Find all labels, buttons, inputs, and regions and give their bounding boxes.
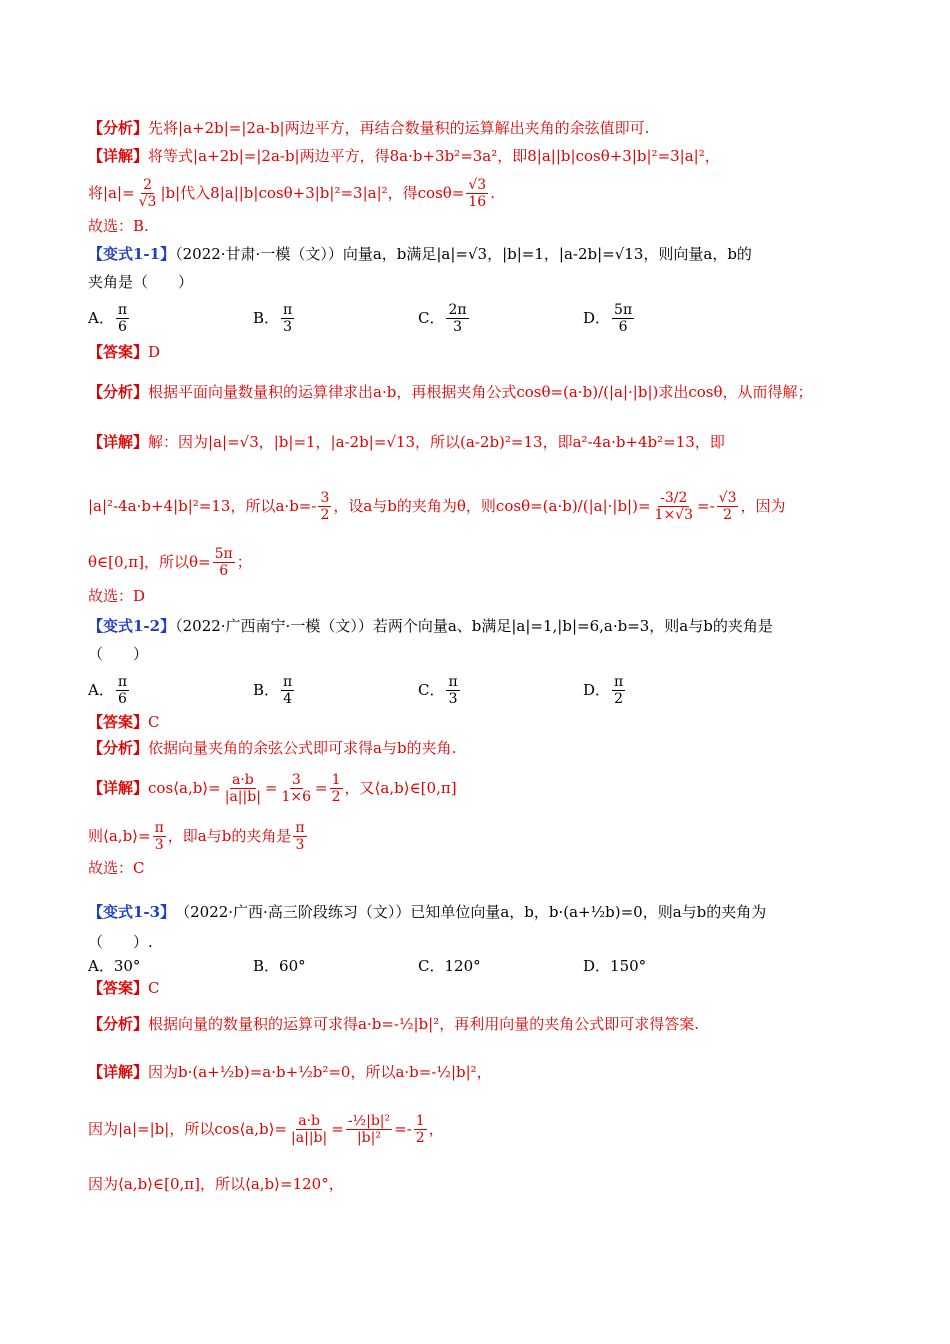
analysis-line (88, 118, 868, 138)
detail-text: . (490, 184, 495, 202)
fraction-denominator: |b|² (356, 1129, 381, 1146)
detail-text: = (315, 779, 328, 797)
detail-text: = (264, 779, 278, 797)
question-stem (88, 244, 868, 264)
fraction-denominator: 3 (295, 836, 305, 853)
detail-line (88, 1062, 868, 1082)
fraction-denominator: 16 (468, 193, 487, 210)
question-text: （2022·甘肃·一模（文））向量a，b满足|a|=√3，|b|=1，|a-2b|=√13，则向量a，b的 (175, 245, 752, 263)
fraction-numerator: 2π (448, 301, 467, 318)
detail-text: 将等式|a+2b|=|2a-b|两边平方，得8a·b+3b²=3a²，即8|a||b|cosθ+3|b|²=3|a|²， (148, 147, 720, 165)
fraction (346, 1113, 392, 1146)
detail-text: |a|²-4a·b+4|b|²=13，所以a·b=- (88, 497, 317, 515)
fraction (653, 490, 695, 523)
fraction-denominator: 6 (219, 562, 229, 579)
fraction-numerator: 5π (614, 301, 633, 318)
option-b[interactable] (253, 298, 418, 338)
fraction-denominator: 1×√3 (654, 506, 694, 523)
detail-text: cos⟨a,b⟩= (148, 779, 221, 797)
fraction-numerator: 3 (320, 489, 330, 506)
analysis-line (88, 382, 868, 402)
option-label: C． (418, 309, 445, 327)
fraction (116, 302, 129, 335)
option-label: B． (253, 309, 280, 327)
fraction (446, 302, 468, 335)
detail-text: 因为⟨a,b⟩∈[0,π]，所以⟨a,b⟩=120°， (88, 1175, 344, 1193)
option-label: C． (418, 681, 445, 699)
fraction-numerator: π (117, 301, 128, 318)
fraction (280, 772, 314, 805)
option-c[interactable] (418, 298, 583, 338)
detail-line (88, 1104, 868, 1154)
fraction-numerator: 1 (415, 1112, 425, 1129)
analysis-text: 先将|a+2b|=|2a-b|两边平方，再结合数量积的运算解出夹角的余弦值即可. (148, 119, 650, 137)
detail-text: 则⟨a,b⟩= (88, 827, 151, 845)
option-label: D． (583, 957, 611, 975)
fraction-numerator: 5π (214, 545, 233, 562)
fraction (446, 674, 459, 707)
fraction (281, 674, 294, 707)
options-row (88, 298, 868, 338)
detail-line (88, 542, 868, 582)
analysis-line (88, 738, 868, 758)
detail-text: ，设a与b的夹角为θ，则cosθ=(a·b)/(|a|·|b|)= (333, 497, 651, 515)
question-text: （2022·广西·高三阶段练习（文））已知单位向量a，b，b·(a+½b)=0，则a与b的夹角为 (175, 903, 767, 921)
detail-tag: 【详解】 (88, 1063, 149, 1081)
fraction-denominator: 3 (154, 836, 164, 853)
fraction (281, 302, 294, 335)
fraction (414, 1113, 427, 1146)
conclusion: 故选：D (88, 587, 146, 605)
fraction-denominator: 6 (117, 690, 127, 707)
option-b[interactable] (253, 670, 418, 710)
analysis-text: 根据向量的数量积的运算可求得a·b=-½|b|²，再利用向量的夹角公式即可求得答案. (148, 1015, 699, 1033)
fraction (330, 772, 343, 805)
question-stem (88, 892, 868, 932)
fraction-denominator: 2 (331, 788, 341, 805)
option-label: A． (88, 309, 114, 327)
fraction (213, 546, 235, 579)
fraction-denominator: 1×6 (281, 788, 312, 805)
question-text: 夹角是（ ） (88, 273, 194, 291)
question-stem (88, 616, 868, 636)
detail-line (88, 816, 868, 856)
detail-line (88, 146, 868, 166)
fraction-numerator: π (283, 301, 293, 318)
fraction (318, 490, 331, 523)
answer-tag: 【答案】 (88, 713, 149, 731)
fraction (293, 820, 306, 853)
answer-line (88, 712, 868, 732)
answer-value: C (148, 979, 160, 997)
detail-text: 将|a|= (88, 184, 135, 202)
detail-text: = (331, 1120, 344, 1138)
fraction (223, 772, 263, 805)
answer-tag: 【答案】 (88, 979, 149, 997)
option-a[interactable] (88, 298, 253, 338)
fraction (137, 177, 159, 210)
conclusion: 故选：B. (88, 217, 149, 235)
fraction-denominator: 6 (618, 318, 628, 335)
detail-line (88, 768, 868, 808)
fraction (153, 820, 166, 853)
option-label: A． (88, 957, 114, 975)
detail-line (88, 176, 868, 210)
question-text: （ ）. (88, 933, 153, 951)
detail-tag: 【详解】 (88, 147, 149, 165)
detail-text: |b|代入8|a||b|cosθ+3|b|²=3|a|²，得cosθ= (160, 184, 465, 202)
fraction-denominator: √3 (138, 193, 157, 210)
option-label: D． (583, 681, 611, 699)
option-d[interactable] (583, 298, 748, 338)
option-a[interactable] (88, 670, 253, 710)
detail-tag: 【详解】 (88, 779, 149, 797)
option-label: A． (88, 681, 114, 699)
question-text: （2022·广西南宁·一模（文））若两个向量a、b满足|a|=1,|b|=6,a·b=3，则a与b的夹角是 (175, 617, 773, 635)
detail-line (88, 432, 868, 452)
option-d[interactable] (583, 670, 748, 710)
detail-text: ，又⟨a,b⟩∈[0,π] (344, 779, 457, 797)
fraction-denominator: 4 (283, 690, 293, 707)
detail-text: ； (236, 553, 252, 571)
fraction-numerator: a·b (298, 1112, 321, 1129)
detail-text: 因为b·(a+½b)=a·b+½b²=0，所以a·b=-½|b|²， (148, 1063, 492, 1081)
fraction-numerator: π (295, 819, 305, 836)
fraction-denominator: 3 (453, 318, 462, 335)
option-b[interactable] (253, 956, 418, 976)
fraction (612, 302, 634, 335)
detail-text: =- (394, 1120, 412, 1138)
detail-text: ， (428, 1120, 444, 1138)
fraction-denominator: |a||b| (224, 788, 261, 805)
detail-text: 解：因为|a|=√3，|b|=1，|a-2b|=√13，所以(a-2b)²=13，即a²-4a·b+4b²=13，即 (148, 433, 725, 451)
option-c[interactable] (418, 956, 583, 976)
fraction-denominator: 3 (448, 690, 458, 707)
fraction-denominator: 3 (283, 318, 293, 335)
detail-line (88, 476, 868, 536)
fraction-numerator: π (154, 819, 164, 836)
analysis-tag: 【分析】 (88, 119, 149, 137)
fraction-numerator: -½|b|² (347, 1112, 391, 1129)
fraction-numerator: 1 (331, 771, 341, 788)
fraction (612, 674, 625, 707)
question-tag: 【变式1-1】 (88, 245, 176, 263)
fraction-numerator: π (283, 673, 293, 690)
fraction-denominator: 2 (415, 1129, 425, 1146)
options-row (88, 956, 868, 976)
detail-text: θ∈[0,π]，所以θ= (88, 553, 211, 571)
fraction-numerator: π (614, 673, 624, 690)
answer-line (88, 342, 868, 362)
fraction-numerator: π (117, 673, 128, 690)
option-a[interactable] (88, 956, 253, 976)
fraction-numerator: √3 (468, 176, 487, 193)
option-text: 30° (113, 957, 141, 975)
analysis-text: 根据平面向量数量积的运算律求出a·b，再根据夹角公式cosθ=(a·b)/(|a|·|b|)求出cosθ，从而得解； (148, 383, 813, 401)
option-c[interactable] (418, 670, 583, 710)
answer-tag: 【答案】 (88, 343, 149, 361)
fraction (116, 674, 129, 707)
fraction-numerator: 2 (143, 176, 152, 193)
fraction-numerator: π (448, 673, 458, 690)
fraction-denominator: 2 (614, 690, 624, 707)
question-tag: 【变式1-3】 (88, 903, 176, 921)
detail-text: ，即a与b的夹角是 (167, 827, 292, 845)
fraction-numerator: a·b (231, 771, 254, 788)
fraction (289, 1113, 329, 1146)
analysis-tag: 【分析】 (88, 739, 149, 757)
fraction-denominator: 2 (723, 506, 733, 523)
answer-value: D (148, 343, 161, 361)
fraction (717, 490, 739, 523)
analysis-line (88, 1014, 868, 1034)
detail-text: 因为|a|=|b|，所以cos⟨a,b⟩= (88, 1120, 288, 1138)
answer-value: C (148, 713, 160, 731)
option-text: 60° (279, 957, 306, 975)
analysis-text: 依据向量夹角的余弦公式即可求得a与b的夹角. (148, 739, 457, 757)
option-label: C． (418, 957, 445, 975)
analysis-tag: 【分析】 (88, 1015, 149, 1033)
question-tag: 【变式1-2】 (88, 617, 176, 635)
question-text: （ ） (88, 645, 149, 663)
fraction-numerator: √3 (718, 489, 737, 506)
analysis-tag: 【分析】 (88, 383, 149, 401)
solution-page (88, 118, 868, 1194)
fraction-numerator: -3/2 (660, 489, 688, 506)
fraction-denominator: 2 (320, 506, 330, 523)
fraction-numerator: 3 (291, 771, 301, 788)
fraction-denominator: 6 (117, 318, 127, 335)
answer-line (88, 978, 868, 998)
detail-text: =- (697, 497, 715, 515)
conclusion: 故选：C (88, 859, 145, 877)
options-row (88, 670, 868, 710)
option-text: 120° (444, 957, 481, 975)
detail-text: ，因为 (740, 497, 786, 515)
option-d[interactable] (583, 956, 748, 976)
detail-tag: 【详解】 (88, 433, 149, 451)
option-text: 150° (610, 957, 647, 975)
option-label: D． (583, 309, 611, 327)
fraction (466, 177, 488, 210)
option-label: B． (253, 681, 280, 699)
option-label: B． (253, 957, 280, 975)
fraction-denominator: |a||b| (291, 1129, 328, 1146)
